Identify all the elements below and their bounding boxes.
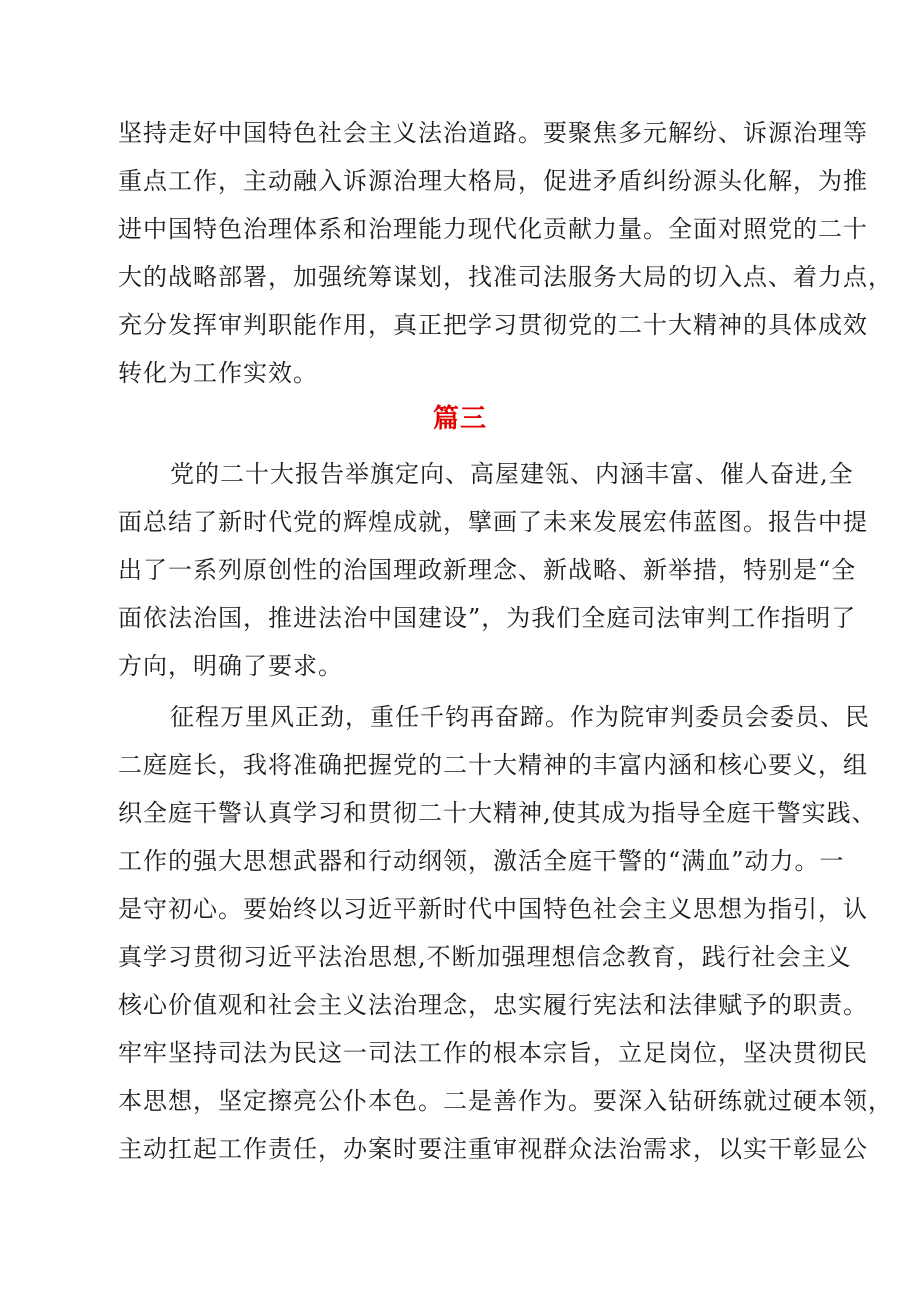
paragraph-3-line: 主动扛起工作责任，办案时要注重审视群众法治需求，以实干彰显公 xyxy=(118,1135,868,1163)
paragraph-2-line: 面总结了新时代党的辉煌成就，擘画了未来发展宏伟蓝图。报告中提 xyxy=(118,508,868,536)
paragraph-1 xyxy=(118,109,893,397)
paragraph-3-line: 征程万里风正劲，重任千钧再奋蹄。作为院审判委员会委员、民 xyxy=(170,703,870,731)
paragraph-1-line: 进中国特色治理体系和治理能力现代化贡献力量。全面对照党的二十 xyxy=(118,215,868,243)
paragraph-3-line: 牢牢坚持司法为民这一司法工作的根本宗旨，立足岗位，坚决贯彻民 xyxy=(118,1039,868,1067)
paragraph-2-line: 出了一系列原创性的治国理政新理念、新战略、新举措，特别是“全 xyxy=(118,556,857,584)
paragraph-3-line: 是守初心。要始终以习近平新时代中国特色社会主义思想为指引，认 xyxy=(118,895,868,923)
paragraph-3-line: 二庭庭长，我将准确把握党的二十大精神的丰富内涵和核心要义，组 xyxy=(118,751,868,779)
paragraph-3-line: 真学习贯彻习近平法治思想,不断加强理想信念教育，践行社会主义 xyxy=(118,943,852,971)
paragraph-3-line: 本思想，坚定擦亮公仆本色。二是善作为。要深入钻研练就过硬本领， xyxy=(118,1087,893,1115)
paragraph-2-line: 党的二十大报告举旗定向、高屋建瓴、内涵丰富、催人奋进,全 xyxy=(170,460,854,488)
paragraph-3-line: 织全庭干警认真学习和贯彻二十大精神,使其成为指导全庭干警实践、 xyxy=(118,799,877,827)
paragraph-2 xyxy=(118,450,868,690)
paragraph-1-line: 坚持走好中国特色社会主义法治道路。要聚焦多元解纷、诉源治理等 xyxy=(118,119,868,147)
paragraph-2-line: 方向，明确了要求。 xyxy=(118,652,343,680)
paragraph-2-line: 面依法治国，推进法治中国建设”，为我们全庭司法审判工作指明了 xyxy=(118,604,857,632)
paragraph-1-line: 充分发挥审判职能作用，真正把学习贯彻党的二十大精神的具体成效 xyxy=(118,311,868,339)
section-heading: 篇三 xyxy=(432,404,487,434)
paragraph-3-line: 核心价值观和社会主义法治理念，忠实履行宪法和法律赋予的职责。 xyxy=(118,991,868,1019)
paragraph-1-line: 转化为工作实效。 xyxy=(118,359,318,387)
paragraph-3 xyxy=(118,693,893,1173)
paragraph-1-line: 重点工作，主动融入诉源治理大格局，促进矛盾纠纷源头化解，为推 xyxy=(118,167,868,195)
paragraph-1-line: 大的战略部署，加强统筹谋划，找准司法服务大局的切入点、着力点， xyxy=(118,263,893,291)
paragraph-3-line: 工作的强大思想武器和行动纲领，激活全庭干警的“满血”动力。一 xyxy=(118,847,845,875)
